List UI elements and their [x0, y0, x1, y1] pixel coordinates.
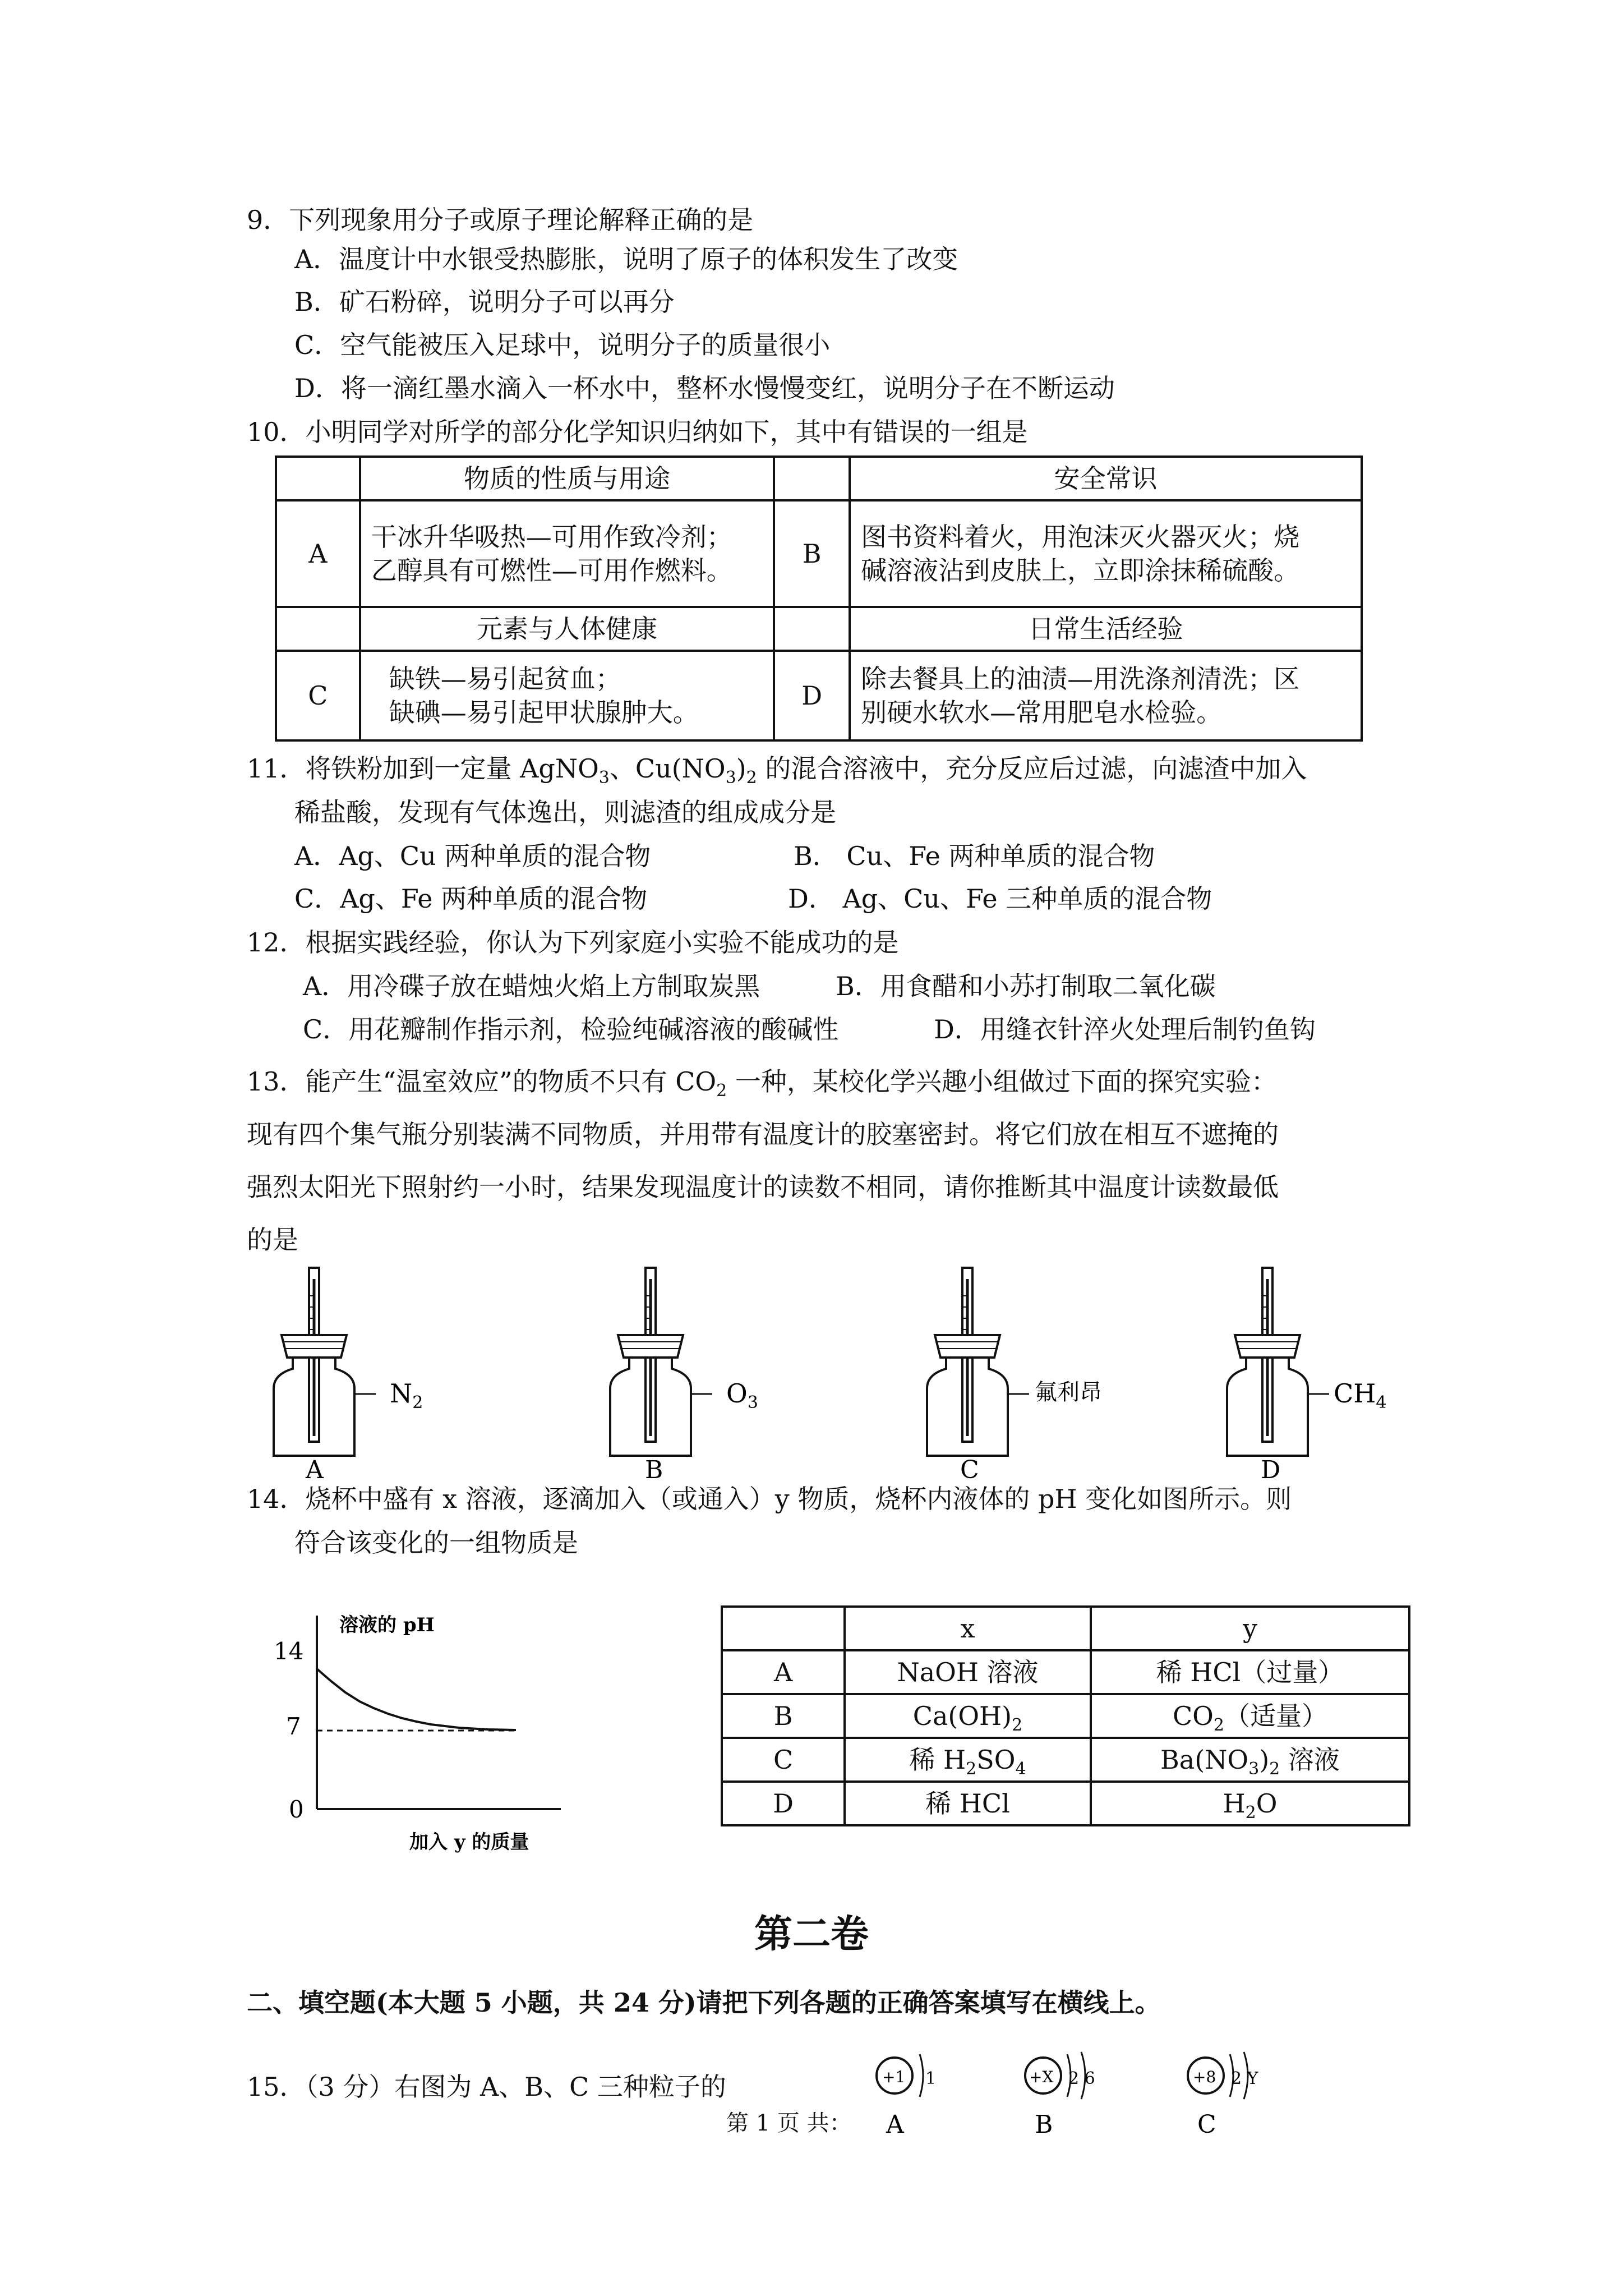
- atom-c-letter: C: [1197, 2110, 1216, 2137]
- q13-line4: 的是: [247, 1225, 298, 1255]
- q14-text: Ba(NO: [1160, 1745, 1249, 1775]
- q10-blank-cell: [276, 457, 360, 500]
- q14-text: Ca(OH): [912, 1701, 1012, 1731]
- q10-cell-c-line: 缺碘—易引起甲状腺肿大。: [389, 697, 699, 728]
- q13-text: 一种，某校化学兴趣小组做过下面的探究实验：: [727, 1066, 1277, 1097]
- ph-curve: [317, 1669, 516, 1730]
- q14-sub: 3: [1248, 1759, 1260, 1779]
- atom-a-shell: 1: [925, 2069, 937, 2088]
- q14-row-x: [845, 1694, 1091, 1738]
- q14-stem-line2: 符合该变化的一组物质是: [294, 1527, 578, 1558]
- q12-option-d: D．用缝衣针淬火处理后制钓鱼钩: [934, 1014, 1316, 1045]
- q14-text: H: [1223, 1788, 1246, 1819]
- q13-bottles-figure: [0, 1257, 1623, 1481]
- q14-sub: 2: [1213, 1715, 1224, 1735]
- q11-text: 的混合溶液中，充分反应后过滤，向滤渣中加入: [757, 753, 1307, 784]
- bottle-a: [274, 1268, 376, 1456]
- q14-stem-line1: 14．烧杯中盛有 x 溶液，逐滴加入（或通入）y 物质，烧杯内液体的 pH 变化如图所示。则: [247, 1484, 1292, 1514]
- ph-chart: [247, 1599, 561, 1862]
- bottle-c-gas: 氟利昂: [1035, 1379, 1102, 1405]
- q10-header: 物质的性质与用途: [360, 457, 774, 500]
- x-axis-label: 加入 y 的质量: [409, 1831, 529, 1853]
- q10-blank-cell: [276, 607, 360, 651]
- part2-title: 第二卷: [754, 1912, 869, 1957]
- q9-option-a: A．温度计中水银受热膨胀，说明了原子的体积发生了改变: [294, 244, 958, 274]
- q10-letter: B: [774, 500, 850, 607]
- q14-row-y: [1091, 1782, 1409, 1825]
- q13-text: 13．能产生“温室效应”的物质不只有 CO: [247, 1066, 717, 1097]
- bottle-c-letter: C: [960, 1456, 979, 1481]
- q10-letter: A: [276, 500, 360, 607]
- q10-blank-cell: [774, 457, 850, 500]
- q14-blank-cell: [722, 1607, 845, 1650]
- bottle-c: [927, 1268, 1029, 1456]
- atom-a-nucleus: +1: [882, 2068, 906, 2086]
- q14-header-x: x: [845, 1607, 1091, 1650]
- q9-option-b: B．矿石粉碎，说明分子可以再分: [294, 287, 675, 317]
- q9-option-d: D．将一滴红墨水滴入一杯水中，整杯水慢慢变红，说明分子在不断运动: [294, 373, 1115, 403]
- q10-cell-b: [850, 500, 1362, 607]
- q14-row-y: [1091, 1738, 1409, 1782]
- q10-cell-b-line: 图书资料着火，用泡沫灭火器灭火；烧: [861, 522, 1300, 552]
- q14-text: 稀 H: [909, 1745, 966, 1775]
- q14-text: ): [1259, 1745, 1270, 1775]
- q11-text: 、Cu(NO: [609, 753, 726, 784]
- q10-cell-d-line: 除去餐具上的油渍—用洗涤剂清洗；区: [861, 664, 1300, 694]
- atom-c-shell: 2 Y: [1231, 2069, 1258, 2088]
- q11-stem-line2: 稀盐酸，发现有气体逸出，则滤渣的组成成分是: [294, 797, 836, 827]
- q13-sub: 2: [716, 1081, 727, 1101]
- bottle-b: [610, 1268, 712, 1456]
- q11-text: 11．将铁粉加到一定量 AgNO: [247, 753, 599, 784]
- q10-header: 日常生活经验: [850, 607, 1362, 651]
- ytick-0: 0: [289, 1796, 304, 1823]
- q10-header: 安全常识: [850, 457, 1362, 500]
- q13-line3: 强烈太阳光下照射约一小时，结果发现温度计的读数不相同，请你推断其中温度计读数最低: [247, 1172, 1279, 1202]
- ytick-7: 7: [286, 1713, 301, 1740]
- q13-line2: 现有四个集气瓶分别装满不同物质，并用带有温度计的胶塞密封。将它们放在相互不遮掩的: [247, 1119, 1279, 1149]
- q12-option-a: A．用冷碟子放在蜡烛火焰上方制取炭黑: [303, 971, 760, 1001]
- q14-row-y: 稀 HCl（过量）: [1091, 1650, 1409, 1694]
- q12-stem: 12．根据实践经验，你认为下列家庭小实验不能成功的是: [247, 927, 899, 958]
- atom-c: [1188, 2052, 1259, 2137]
- q14-row-letter: B: [722, 1694, 845, 1738]
- q14-row-x: 稀 HCl: [845, 1782, 1091, 1825]
- q9-option-c: C．空气能被压入足球中，说明分子的质量很小: [294, 330, 831, 360]
- q11-stem-line1: [247, 752, 1307, 788]
- bottle-b-letter: B: [645, 1456, 663, 1481]
- q10-cell-d: [850, 651, 1362, 740]
- q10-table: [275, 455, 1363, 742]
- q10-blank-cell: [774, 607, 850, 651]
- q14-row-letter: A: [722, 1650, 845, 1694]
- q14-sub: 2: [966, 1759, 977, 1779]
- q14-row-letter: C: [722, 1738, 845, 1782]
- q14-sub: 2: [1269, 1759, 1280, 1779]
- q12-option-b: B．用食醋和小苏打制取二氧化碳: [836, 971, 1216, 1001]
- q14-sub: 2: [1245, 1803, 1256, 1823]
- q10-stem: 10．小明同学对所学的部分化学知识归纳如下，其中有错误的一组是: [247, 417, 1028, 447]
- q14-row-x: NaOH 溶液: [845, 1650, 1091, 1694]
- q9-stem: 9．下列现象用分子或原子理论解释正确的是: [247, 205, 754, 235]
- q14-row-y: [1091, 1694, 1409, 1738]
- atom-a: [877, 2054, 936, 2137]
- bottle-b-gas: $O_3$: [726, 1378, 758, 1412]
- ytick-14: 14: [274, 1637, 304, 1665]
- q11-option-c: C．Ag、Fe 两种单质的混合物: [294, 884, 648, 914]
- q15-stem: 15．（3 分）右图为 A、B、C 三种粒子的: [247, 2072, 726, 2102]
- q10-cell-a-line: 乙醇具有可燃性—可用作燃料。: [371, 555, 732, 586]
- q11-option-a: A．Ag、Cu 两种单质的混合物: [294, 841, 651, 871]
- bottle-d-letter: D: [1261, 1456, 1281, 1481]
- q11-sub: 3: [725, 768, 736, 788]
- q10-cell-a-line: 干冰升华吸热—可用作致冷剂；: [371, 522, 732, 552]
- q14-sub: 4: [1015, 1759, 1026, 1779]
- atom-b-nucleus: +X: [1029, 2068, 1054, 2086]
- q11-sub: 2: [746, 768, 757, 788]
- q14-text: 溶液: [1280, 1745, 1340, 1775]
- bottle-a-gas: $N_2$: [390, 1378, 423, 1412]
- q14-text: SO: [976, 1745, 1016, 1775]
- q12-option-c: C．用花瓣制作指示剂，检验纯碱溶液的酸碱性: [303, 1014, 839, 1045]
- q10-cell-c-line: 缺铁—易引起贫血；: [389, 664, 621, 694]
- q10-cell-d-line: 别硬水软水—常用肥皂水检验。: [861, 697, 1223, 728]
- q10-header: 元素与人体健康: [360, 607, 774, 651]
- q14-sub: 2: [1012, 1715, 1023, 1735]
- bottle-d-gas: $CH_4$: [1334, 1378, 1387, 1412]
- q14-table: [721, 1605, 1410, 1826]
- atom-b: [1025, 2052, 1095, 2137]
- bottle-d: [1227, 1268, 1329, 1456]
- q10-cell-a: [360, 500, 774, 607]
- q10-letter: D: [774, 651, 850, 740]
- q14-row-letter: D: [722, 1782, 845, 1825]
- q11-text: ): [736, 753, 746, 784]
- q11-sub: 3: [598, 768, 610, 788]
- y-axis-label: 溶液的 pH: [339, 1614, 435, 1636]
- q14-row-x: [845, 1738, 1091, 1782]
- atom-a-letter: A: [886, 2110, 904, 2137]
- q10-letter: C: [276, 651, 360, 740]
- q14-text: CO: [1172, 1701, 1214, 1731]
- page-footer: 第 1 页 共：: [726, 2110, 852, 2136]
- q14-header-y: y: [1091, 1607, 1409, 1650]
- q14-text: O: [1256, 1788, 1278, 1819]
- q11-option-d: D． Ag、Cu、Fe 三种单质的混合物: [788, 884, 1212, 914]
- part2-section-heading: 二、填空题(本大题 5 小题，共 24 分)请把下列各题的正确答案填写在横线上。: [247, 1987, 1161, 2018]
- q15-atom-diagrams: [841, 2036, 1346, 2137]
- q10-cell-c: [360, 651, 774, 740]
- q14-text: （适量）: [1224, 1701, 1327, 1731]
- q13-line1: [247, 1065, 1277, 1101]
- q11-option-b: B． Cu、Fe 两种单质的混合物: [794, 841, 1155, 871]
- bottle-a-letter: A: [306, 1456, 324, 1481]
- atom-c-nucleus: +8: [1193, 2068, 1216, 2086]
- q10-cell-b-line: 碱溶液沾到皮肤上，立即涂抹稀硫酸。: [861, 555, 1300, 586]
- atom-b-letter: B: [1035, 2110, 1053, 2137]
- atom-b-shell: 2 6: [1068, 2069, 1095, 2088]
